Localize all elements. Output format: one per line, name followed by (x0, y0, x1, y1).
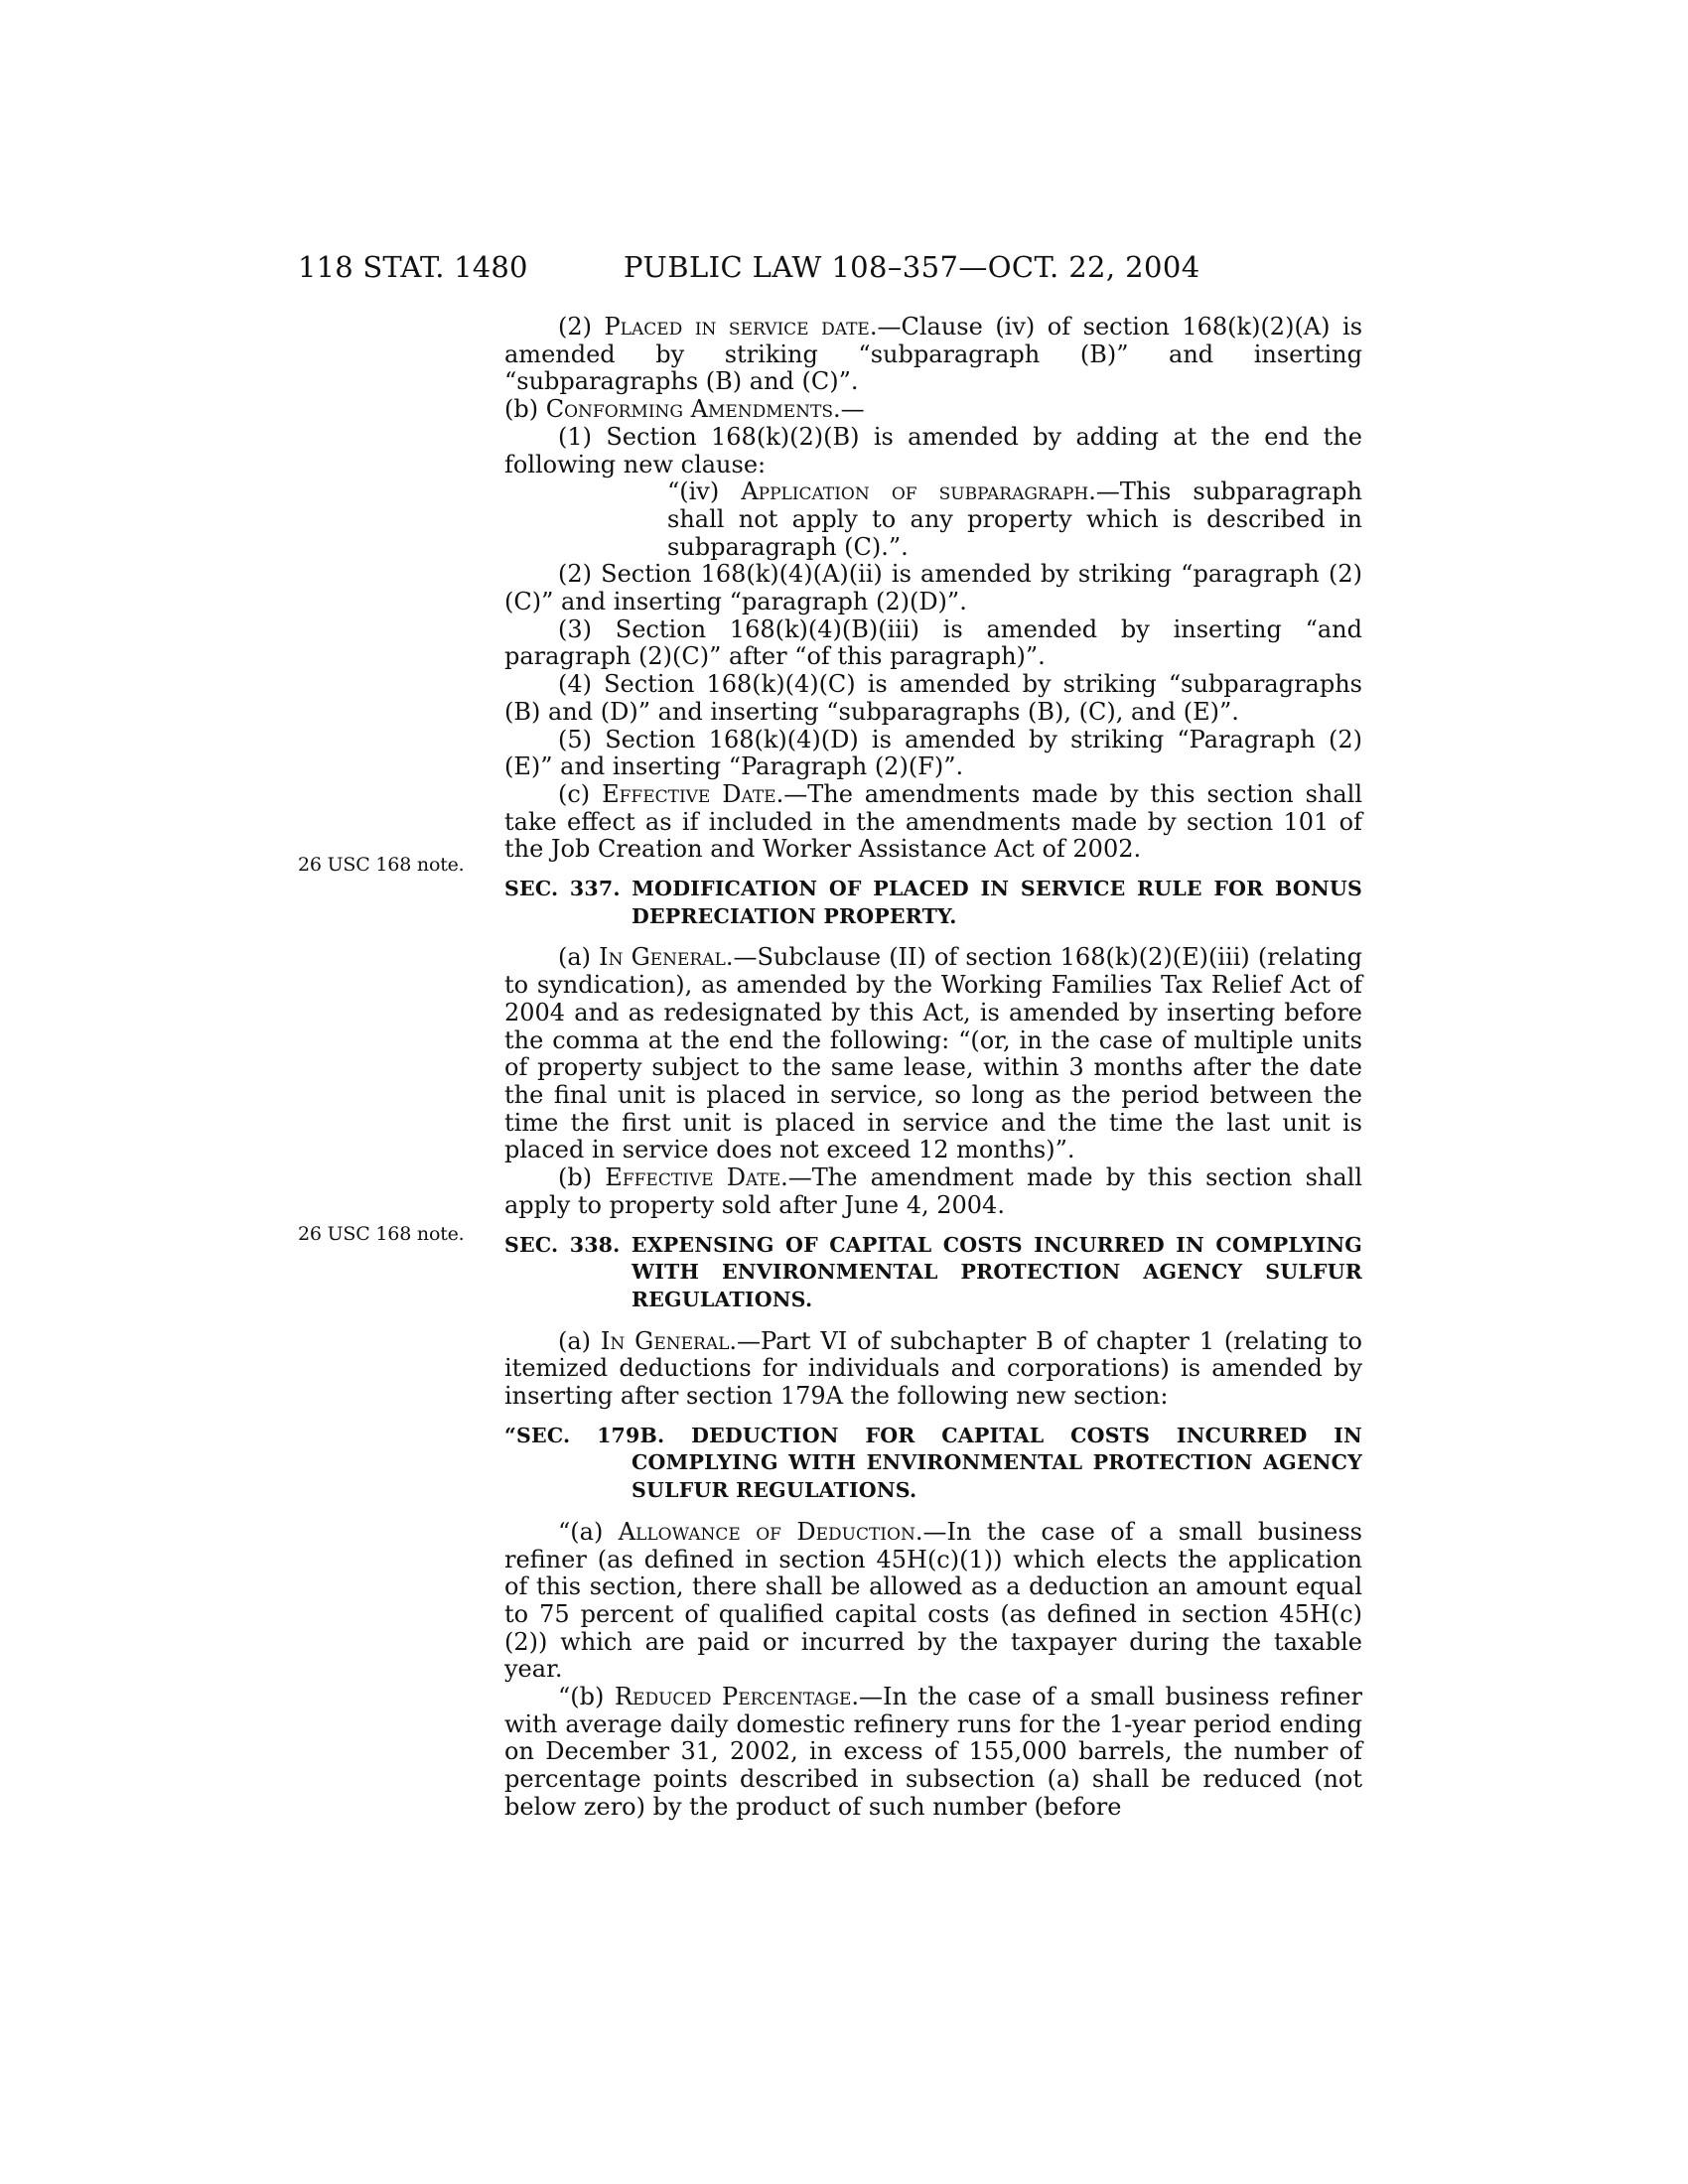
paragraph: (4) Section 168(k)(4)(C) is amended by striking “subparagraphs (B) and (D)” and inserting “subparagraphs (B), (C), and (E)”. (504, 670, 1362, 726)
statute-page-reference: 118 STAT. 1480 (298, 250, 528, 284)
subsection-text: .— (832, 395, 865, 424)
subsection-heading: Conforming Amendments (545, 395, 833, 424)
subsection-heading: Effective Date (602, 779, 776, 808)
running-head (0, 250, 1688, 290)
subsection (504, 1519, 1362, 1684)
subsection-heading: Allowance of Deduction (618, 1517, 915, 1546)
subsection-heading: In General (599, 943, 726, 972)
paragraph-number: (2) (558, 313, 605, 341)
clause-text: .—This subparagraph shall not apply to any property which is described in subparagraph (C).”. (667, 478, 1362, 561)
subsection (504, 396, 1362, 424)
document-body (504, 314, 1362, 1822)
subsection-label: (a) (558, 943, 600, 972)
subsection-text: .—Part VI of subchapter B of chapter 1 (relating to itemized deductions for individuals and corporations) is amended by inserting after section 179A the following new section: (504, 1326, 1362, 1411)
subsection-label: (c) (558, 779, 603, 808)
paragraph: (1) Section 168(k)(2)(B) is amended by adding at the end the following new clause: (504, 422, 1362, 478)
clause-heading: Application of subparagraph (741, 478, 1089, 506)
subsection (504, 1684, 1362, 1822)
subsection (504, 1164, 1362, 1219)
subsection (504, 1328, 1362, 1411)
subsection-label: (b) (558, 1163, 606, 1192)
subsection-label: “(b) (558, 1683, 615, 1711)
clause (504, 478, 1362, 561)
subsection (504, 781, 1362, 864)
margin-note: 26 USC 168 note. (298, 1223, 465, 1245)
subsection-label: (a) (558, 1326, 601, 1355)
subsection (504, 944, 1362, 1164)
subsection-heading: Effective Date (605, 1163, 781, 1192)
subsection-text: .—The amendments made by this section shall take effect as if included in the amendments made by section 101 of the Job Creation and Worker Assistance Act of 2002. (504, 779, 1363, 864)
margin-note: 26 USC 168 note. (298, 854, 465, 876)
paragraph (504, 314, 1362, 396)
paragraph: (2) Section 168(k)(4)(A)(ii) is amended by striking “paragraph (2)(C)” and inserting “paragraph (2)(D)”. (504, 560, 1362, 616)
subsection-label: “(a) (558, 1517, 619, 1546)
subsection-label: (b) (504, 395, 546, 424)
subsection-text: .—Subclause (II) of section 168(k)(2)(E)(iii) (relating to syndication), as amended by the Working Families Tax Relief Act of 2004 and as redesignated by this Act, is amended by inserting before the comma at the end the following: “(or, in the case of multiple units of property subject to the same lease, within 3 months after the date the final unit is placed in service, so long as the period between the time the first unit is placed in service and the time the last unit is placed in service does not exceed 12 months)”. (504, 943, 1362, 1164)
page-title: PUBLIC LAW 108–357—OCT. 22, 2004 (624, 250, 1200, 284)
paragraph-text: .—Clause (iv) of section 168(k)(2)(A) is amended by striking “subparagraph (B)” and inserting “subparagraphs (B) and (C)”. (504, 313, 1363, 396)
subsection-text: .—The amendment made by this section shall apply to property sold after June 4, 2004. (504, 1163, 1362, 1219)
section-heading: “SEC. 179B. DEDUCTION FOR CAPITAL COSTS INCURRED IN COMPLYING WITH ENVIRONMENTAL PROTECTION AGENCY SULFUR REGULATIONS. (504, 1423, 1362, 1503)
subsection-heading: In General (600, 1326, 730, 1355)
paragraph: (3) Section 168(k)(4)(B)(iii) is amended by inserting “and paragraph (2)(C)” after “of this paragraph)”. (504, 614, 1362, 671)
paragraph-heading: Placed in service date (604, 313, 870, 341)
section-heading: SEC. 338. EXPENSING OF CAPITAL COSTS INCURRED IN COMPLYING WITH ENVIRONMENTAL PROTECTION AGENCY SULFUR REGULATIONS. (504, 1232, 1362, 1311)
subsection-text: .—In the case of a small business refiner (as defined in section 45H(c)(1)) which elects the application of this section, there shall be allowed as a deduction an amount equal to 75 percent of qualified capital costs (as defined in section 45H(c)(2)) which are paid or incurred by the taxpayer during the taxable year. (504, 1517, 1362, 1684)
section-heading: SEC. 337. MODIFICATION OF PLACED IN SERVICE RULE FOR BONUS DEPRECIATION PROPERTY. (504, 877, 1362, 928)
subsection-text: .—In the case of a small business refiner with average daily domestic refinery runs for the 1-year period ending on December 31, 2002, in excess of 155,000 barrels, the number of percentage points described in subsection (a) shall be reduced (not below zero) by the product of such number (before (504, 1683, 1362, 1821)
paragraph: (5) Section 168(k)(4)(D) is amended by striking “Paragraph (2)(E)” and inserting “Paragraph (2)(F)”. (504, 725, 1362, 781)
clause-number: “(iv) (667, 478, 742, 506)
subsection-heading: Reduced Percentage (614, 1683, 852, 1711)
